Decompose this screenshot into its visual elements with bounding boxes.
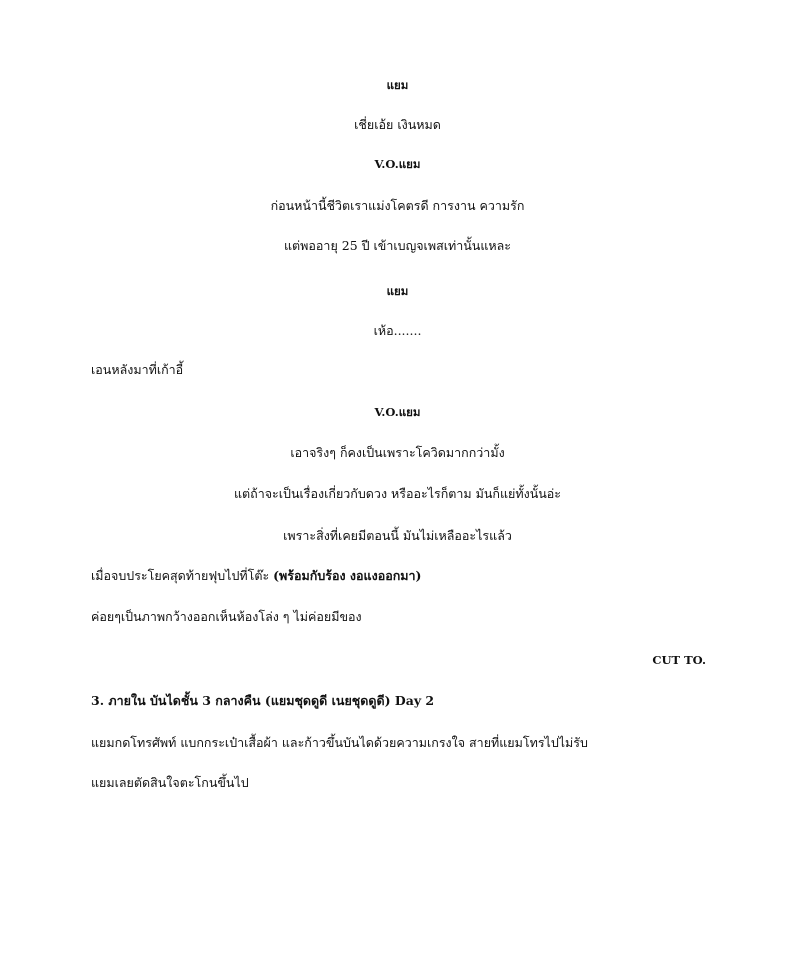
character-name: V.O.แยม [374,157,421,171]
action-line: แยมกดโทรศัพท์ แบกกระเป๋าเสื้อผ้า และก้าวขึ้นบันไดด้วยความเกรงใจ สายที่แยมโทรไปไม่รับ [91,735,588,750]
dialogue-line: เอาจริงๆ ก็คงเป็นเพราะโควิดมากกว่ามั้ง [290,445,505,460]
transition: CUT TO. [652,653,706,667]
action-line [91,568,421,584]
parenthetical-text: (พร้อมกับร้อง งอแงออกมา) [273,568,422,583]
character-name: แยม [386,78,409,92]
action-line: แยมเลยตัดสินใจตะโกนขึ้นไป [91,775,249,790]
dialogue-line: แต่ถ้าจะเป็นเรื่องเกี่ยวกับดวง หรืออะไรก็ตาม มันก็แย่ทั้งนั้นอ่ะ [233,486,562,501]
character-name: V.O.แยม [374,405,421,419]
action-text: เมื่อจบประโยคสุดท้ายฟุบไปที่โต๊ะ [91,568,274,583]
action-line: ค่อยๆเป็นภาพกว้างออกเห็นห้องโล่ง ๆ ไม่ค่อยมีของ [91,609,362,624]
dialogue-line: ก่อนหน้านี้ชีวิตเราแม่งโคตรดี การงาน ความรัก [270,198,525,213]
action-line: เอนหลังมาที่เก้าอี้ [91,362,184,377]
dialogue-line: เพราะสิ่งที่เคยมีตอนนี้ มันไม่เหลืออะไรแล้ว [283,528,512,543]
scene-heading: 3. ภายใน บันไดชั้น 3 กลางคืน (แยมชุดดูดี เนยชุดดูดี) Day 2 [91,693,435,708]
dialogue-line: เชี่ยเอ้ย เงินหมด [354,117,441,132]
character-name: แยม [386,284,409,298]
dialogue-line: แต่พออายุ 25 ปี เข้าเบญจเพสเท่านั้นแหละ [284,238,511,253]
dialogue-line: เห้อ....... [373,323,422,338]
